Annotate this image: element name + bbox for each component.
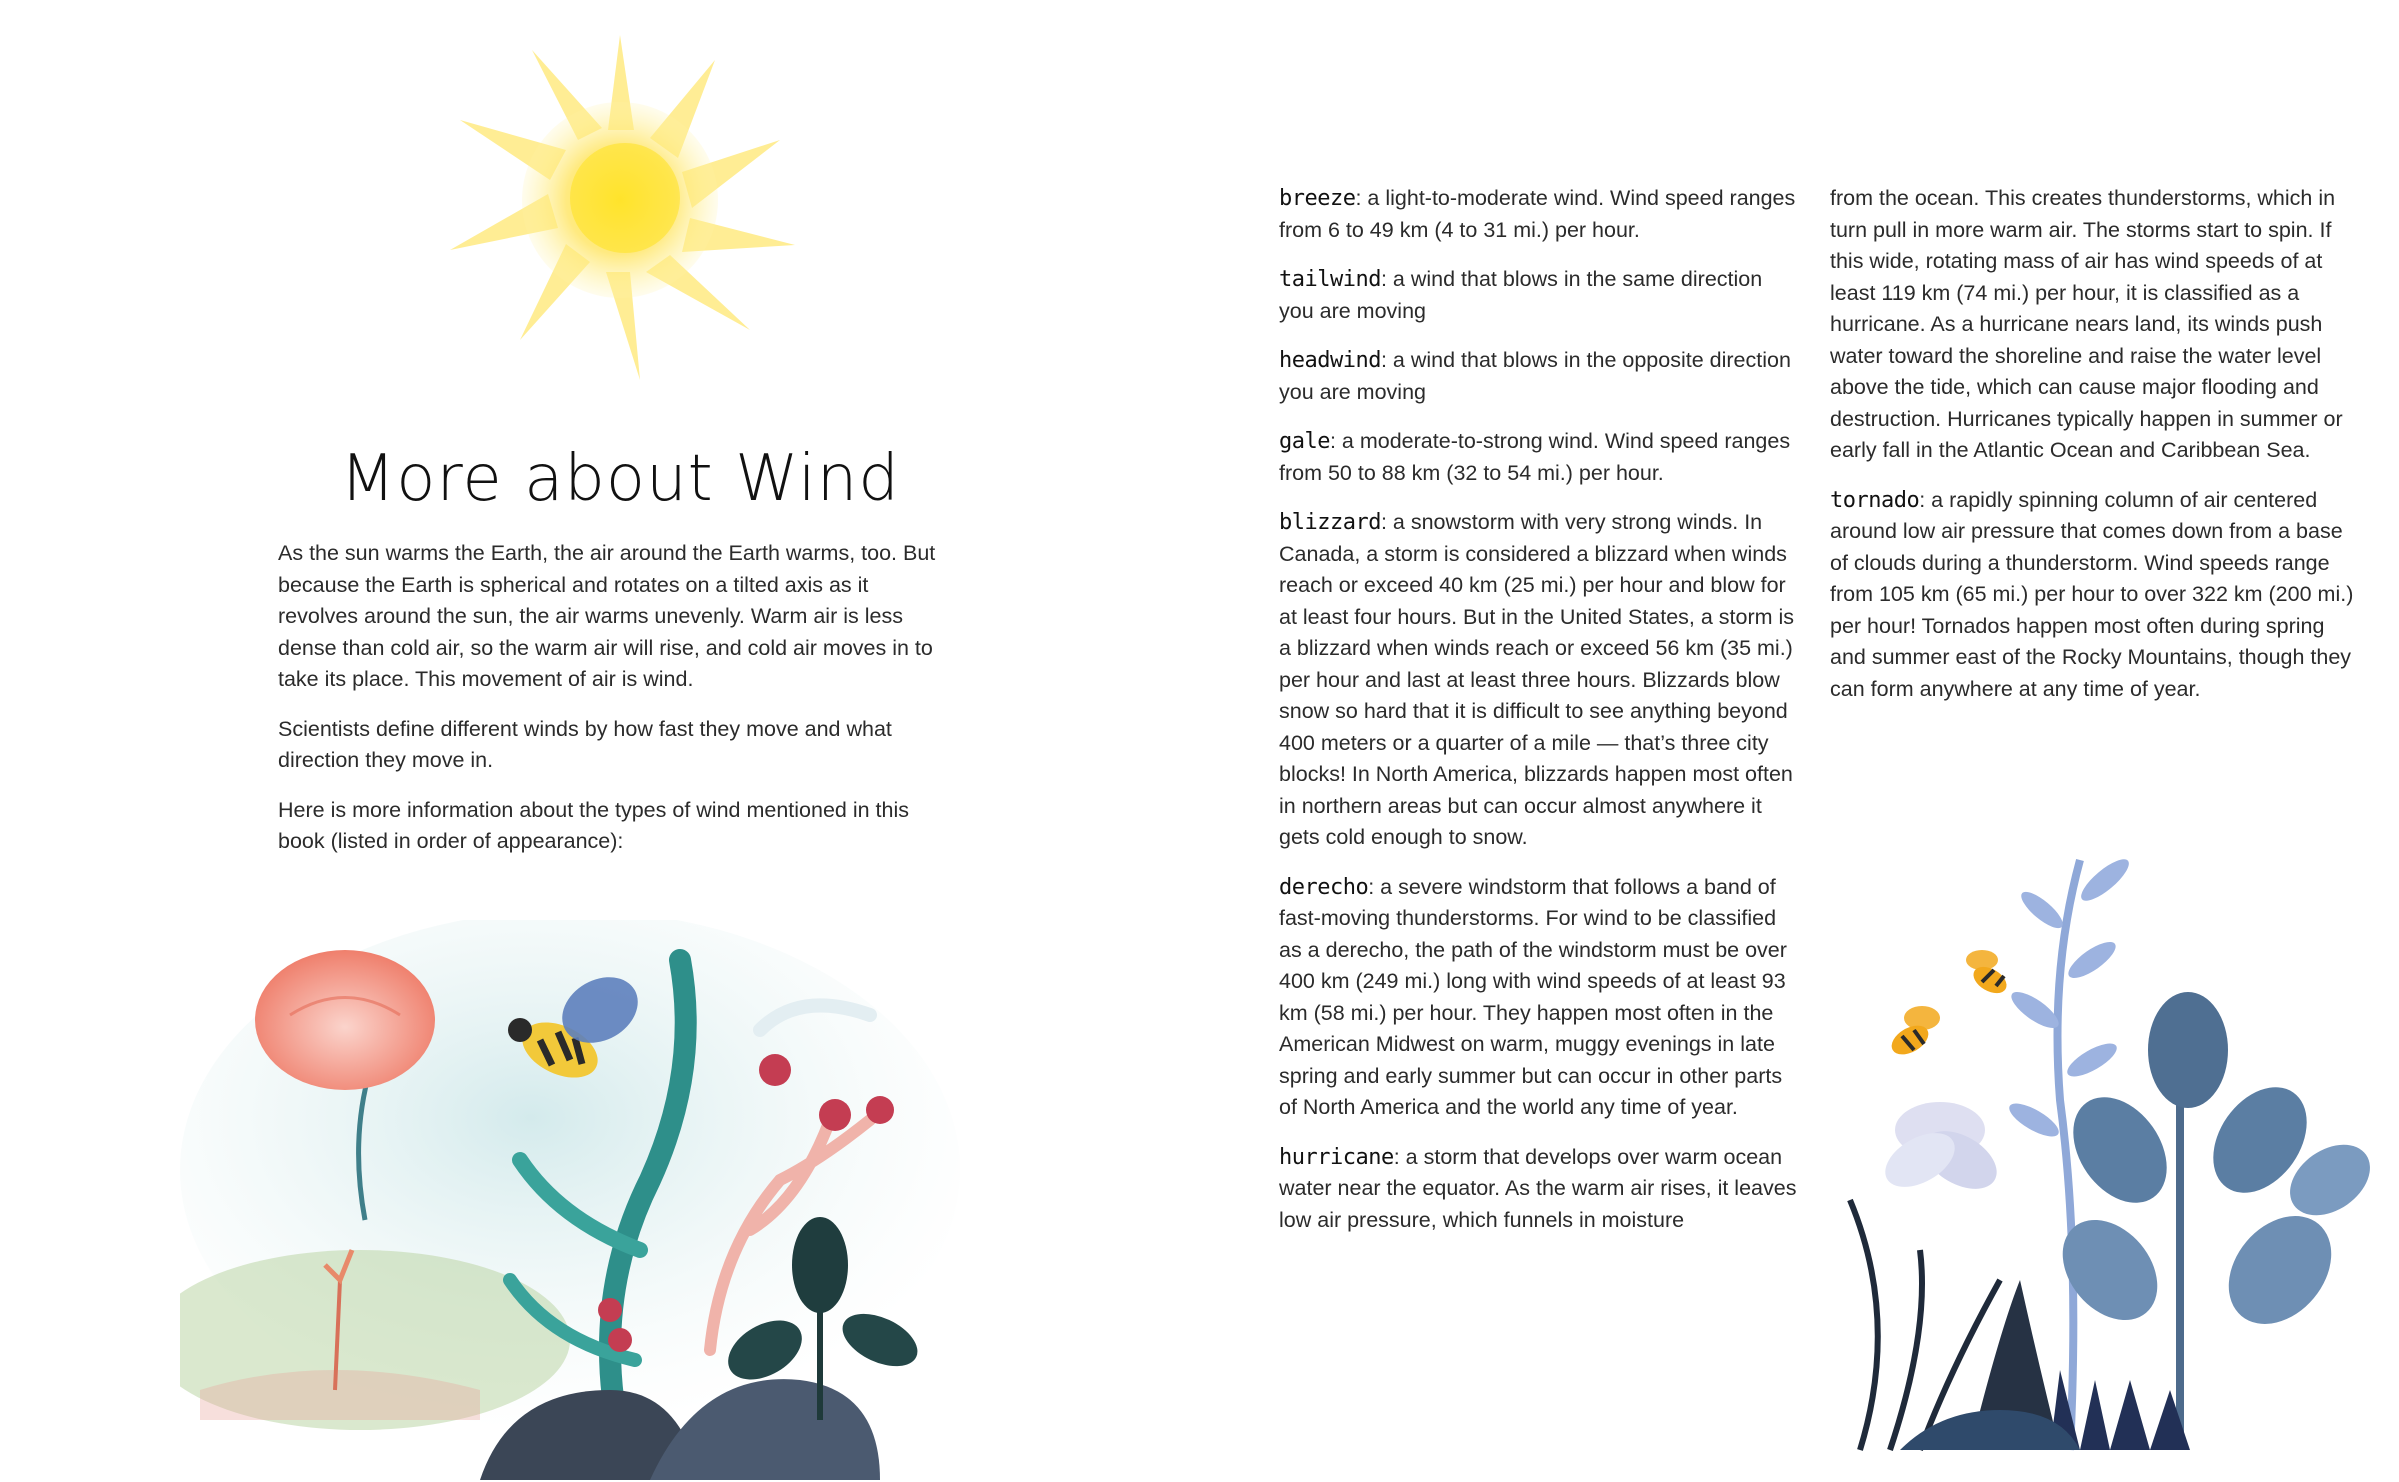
glossary-definition: : a moderate-to-strong wind. Wind speed ranges from 50 to 88 km (32 to 54 mi.) per hour. bbox=[1279, 429, 1791, 485]
flowers-bee-illustration bbox=[180, 920, 960, 1480]
blue-plants-illustration bbox=[1820, 850, 2380, 1460]
glossary-term: blizzard bbox=[1279, 510, 1381, 535]
glossary-definition: : a wind that blows in the opposite direction you are moving bbox=[1279, 348, 1791, 404]
glossary-term: tornado bbox=[1830, 487, 1920, 513]
glossary-column-1 bbox=[1279, 183, 1799, 1254]
sun-icon bbox=[420, 20, 820, 390]
glossary-definition: : a wind that blows in the same direction you are moving bbox=[1279, 267, 1763, 323]
glossary-entry-blizzard bbox=[1279, 507, 1799, 854]
glossary-entry-gale bbox=[1279, 426, 1799, 489]
glossary-term: breeze bbox=[1279, 186, 1356, 211]
intro-paragraph: Scientists define different winds by how fast they move and what direction they move in. bbox=[278, 716, 892, 772]
intro-paragraph: As the sun warms the Earth, the air around the Earth warms, too. But because the Earth is spherical and rotates on a tilted axis as it revolves around the sun, the air warms unevenly. Warm air is less dense than cold air, so the warm air will rise, and cold air moves in to take its place. This movement of air is wind. bbox=[278, 541, 936, 691]
glossary-definition: : a storm that develops over warm ocean water near the equator. As the warm air rises, it leaves low air pressure, which funnels in moisture bbox=[1279, 1144, 1797, 1232]
glossary-entry-tailwind bbox=[1279, 264, 1799, 327]
glossary-entry-derecho bbox=[1279, 872, 1799, 1124]
glossary-entry-tornado bbox=[1830, 485, 2360, 706]
glossary-definition: : a light-to-moderate wind. Wind speed ranges from 6 to 49 km (4 to 31 mi.) per hour. bbox=[1279, 186, 1796, 242]
glossary-term: tailwind bbox=[1279, 267, 1381, 292]
glossary-entry-hurricane bbox=[1279, 1142, 1799, 1237]
glossary-continuation: from the ocean. This creates thunderstorms, which in turn pull in more warm air. The storms start to spin. If this wide, rotating mass of air has wind speeds of at least 119 km (74 mi.) per hour, it is classified as a hurricane. As a hurricane nears land, its winds push water toward the shoreline and raise the water level above the tide, which can cause major flooding and destruction. Hurricanes typically happen in summer or early fall in the Atlantic Ocean and Caribbean Sea. bbox=[1830, 186, 2343, 462]
intro-text bbox=[278, 538, 938, 876]
glossary-term: headwind bbox=[1279, 348, 1381, 373]
glossary-definition: : a severe windstorm that follows a band of fast-moving thunderstorms. For wind to be classified as a derecho, the path of the windstorm must be over 400 km (249 mi.) long with wind speeds of at least 93 km (58 mi.) per hour. They happen most often in the American Midwest on warm, muggy evenings in late spring and early summer but can occur in other parts of North America and the world any time of year. bbox=[1279, 874, 1787, 1119]
intro-paragraph: Here is more information about the types of wind mentioned in this book (listed in order of appearance): bbox=[278, 797, 909, 853]
glossary-term: derecho bbox=[1279, 874, 1369, 900]
glossary-entry-breeze bbox=[1279, 183, 1799, 246]
glossary-column-2 bbox=[1830, 183, 2360, 723]
page-title: More about Wind bbox=[340, 442, 900, 516]
glossary-term: hurricane bbox=[1279, 1144, 1394, 1170]
glossary-entry-headwind bbox=[1279, 345, 1799, 408]
glossary-term: gale bbox=[1279, 429, 1330, 454]
glossary-definition: : a rapidly spinning column of air centered around low air pressure that comes down from a base of clouds during a thunderstorm. Wind speeds range from 105 km (65 mi.) per hour to over 322 km (200 mi.) per hour! Tornados happen most often during spring and summer east of the Rocky Mountains, though they can form anywhere at any time of year. bbox=[1830, 487, 2354, 701]
glossary-definition: : a snowstorm with very strong winds. In Canada, a storm is considered a blizzard when winds reach or exceed 40 km (25 mi.) per hour and blow for at least four hours. But in the United States, a storm is a blizzard when winds reach or exceed 56 km (35 mi.) per hour and last at least three hours. Blizzards blow snow so hard that it is difficult to see anything beyond 400 meters or a quarter of a mile — that’s three city blocks! In North America, blizzards happen most often in northern areas but can occur almost anywhere it gets cold enough to snow. bbox=[1279, 510, 1795, 849]
